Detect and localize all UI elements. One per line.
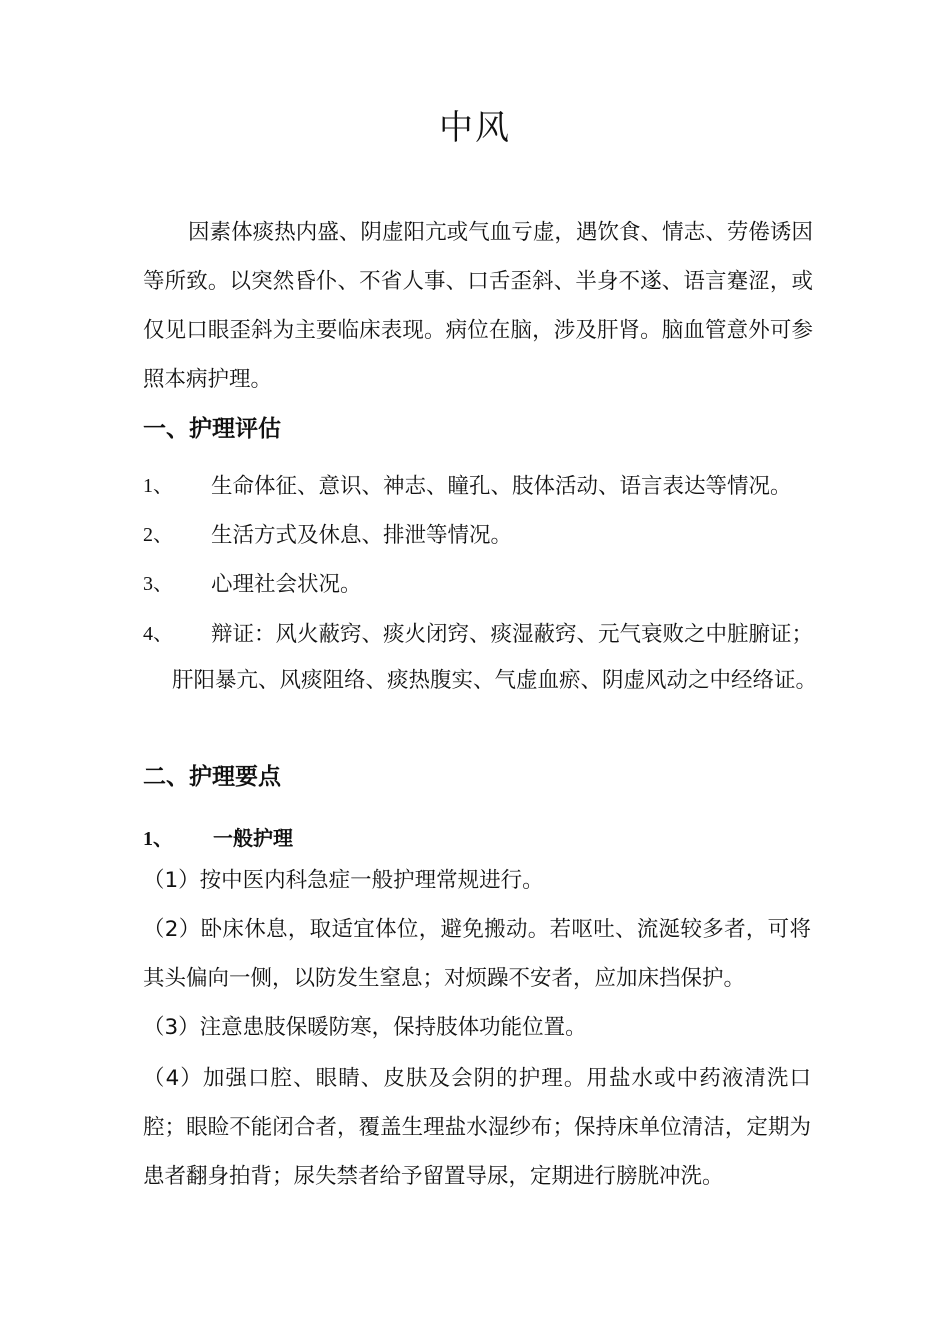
list-item-number: 1、 xyxy=(143,475,173,497)
list-item-number: 2、 xyxy=(143,524,173,546)
paragraph: （4）加强口腔、眼睛、皮肤及会阴的护理。用盐水或中药液清洗口腔；眼睑不能闭合者，覆盖生理盐水湿纱布；保持床单位清洁，定期为患者翻身拍背；尿失禁者给予留置导尿，定期进行膀胱冲洗。 xyxy=(143,1066,811,1189)
paragraph: （3）注意患肢保暖防寒，保持肢体功能位置。 xyxy=(143,1015,587,1040)
list-item-text: 生命体征、意识、神志、瞳孔、肢体活动、语言表达等情况。 xyxy=(211,474,792,499)
intro-paragraph: 因素体痰热内盛、阴虚阳亢或气血亏虚，遇饮食、情志、劳倦诱因等所致。以突然昏仆、不省人事、口舌歪斜、半身不遂、语言蹇涩，或仅见口眼歪斜为主要临床表现。病位在脑，涉及肝肾。脑血管意外可参照本病护理。 xyxy=(143,220,813,392)
list-item-number: 3、 xyxy=(143,573,173,595)
list-item-text: 辩证：风火蔽窍、痰火闭窍、痰湿蔽窍、元气衰败之中脏腑证； xyxy=(211,622,814,647)
section-heading-assessment: 一、护理评估 xyxy=(143,416,281,442)
subsection-number: 1、 xyxy=(143,828,173,850)
document-title: 中风 xyxy=(439,108,511,148)
subsection-title: 一般护理 xyxy=(213,826,293,850)
list-item-text: 生活方式及休息、排泄等情况。 xyxy=(211,523,513,548)
list-item-text: 心理社会状况。 xyxy=(211,572,362,597)
list-item-number: 4、 xyxy=(143,623,173,645)
section-heading-key-points: 二、护理要点 xyxy=(143,764,281,790)
list-item-continuation: 肝阳暴亢、风痰阻络、痰热腹实、气虚血瘀、阴虚风动之中经络证。 xyxy=(172,668,818,693)
paragraph: （2）卧床休息，取适宜体位，避免搬动。若呕吐、流涎较多者，可将其头偏向一侧，以防发生窒息；对烦躁不安者，应加床挡保护。 xyxy=(143,917,811,991)
paragraph: （1）按中医内科急症一般护理常规进行。 xyxy=(143,868,544,893)
